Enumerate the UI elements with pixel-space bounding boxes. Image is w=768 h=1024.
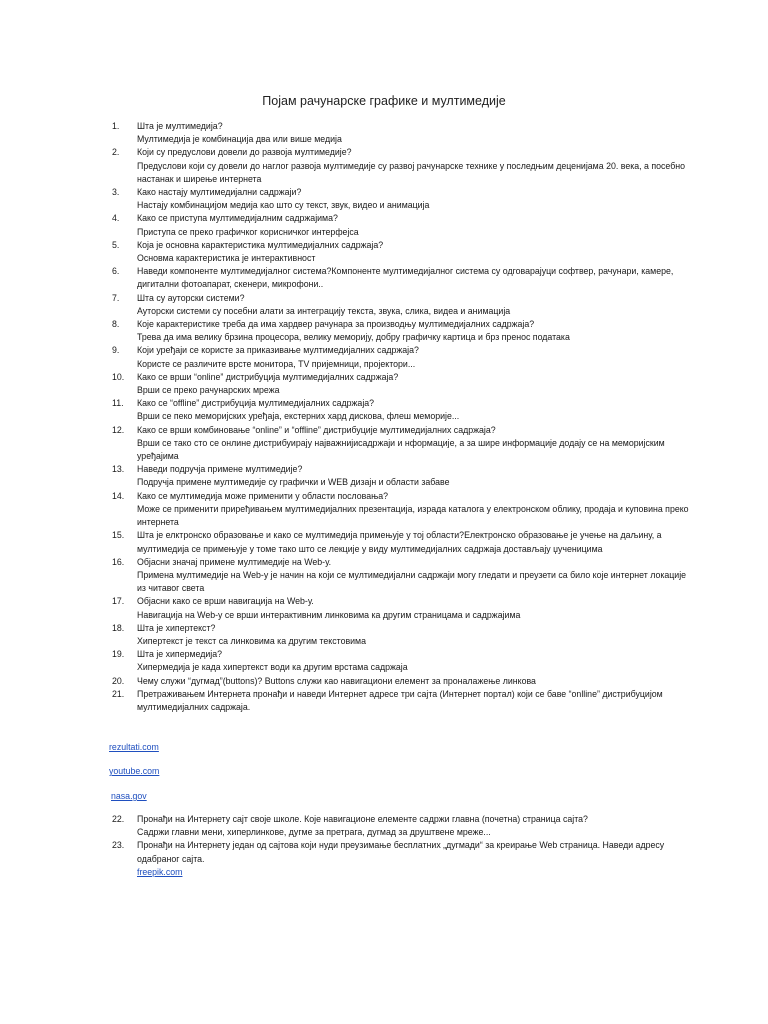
question-text: Наведи подручја примене мултимедије? (137, 464, 303, 475)
link-youtube[interactable]: youtube.com (109, 766, 160, 776)
question-number: 21. (112, 688, 125, 699)
question-text: Које карактеристике треба да има хардвер рачунара за производњу мултимедијалних садржаја? (137, 319, 535, 330)
question-text: Који уређаји се користе за приказивање мултимедијалних садржаја? (137, 345, 419, 356)
question-text: Шта је хипертекст? (137, 622, 216, 633)
question-list-2 (0, 813, 768, 879)
question-text: Чему служи “дугмад”(buttons)? Buttons служи као навигациони елемент за проналажење линкова (137, 675, 536, 686)
answer-text: Основма карактеристика је интерактивност (137, 253, 316, 264)
question-number: 18. (112, 622, 125, 633)
question-item (0, 397, 768, 423)
question-number: 1. (112, 121, 120, 131)
question-item (0, 186, 768, 212)
question-text: Шта је елктронско образовање и како се мултимедија примењује у тој области?Електронско образовање је учење на даљину, а мултимедија се примењује у томе тако што се лекције у виду мултимедијалних садржаја достављају џученицима (137, 530, 662, 554)
link-nasa[interactable]: nasa.gov (111, 791, 147, 801)
question-number: 17. (112, 596, 125, 607)
question-text: Наведи компоненте мултимедијалног система?Компоненте мултимедијалног система су одговарајуци софтвер, рачунари, камере, дигитални фотоапарат, скенери, микрофони.. (137, 266, 674, 290)
question-item (0, 424, 768, 464)
page-title: Појам рачунарске графике и мултимедије (262, 94, 506, 108)
answer-text: Мултимедија је комбинација два или више медија (137, 134, 342, 145)
question-item (0, 292, 768, 318)
question-number: 5. (112, 239, 120, 250)
question-text: Како настају мултимедијални садржаји? (137, 187, 302, 198)
question-text: Како се мултимедија може применити у области пословања? (137, 490, 389, 501)
question-number: 4. (112, 213, 120, 224)
answer-text: Хипертекст је текст са линковима ка другим текстовима (137, 635, 366, 646)
answer-text: Врши се тако сто се онлине дистрибуирају најважнијисадржаји и нформације, а за шире информације додају се на меморијским уређајима (137, 437, 665, 462)
question-number: 20. (112, 675, 125, 686)
answer-text: Ауторски системи су посебни алати за интеграцију текста, звука, слика, видеа и анимација (137, 305, 511, 316)
question-item (0, 371, 768, 397)
question-text: Како се врши комбиновање “online” и “offline” дистрибуције мултимедијалних садржаја? (137, 424, 496, 435)
answer-text: Трева да има велику брзина процесора, велику меморију, добру графичку картица и брз пренос података (137, 332, 570, 343)
question-text: Пронађи на Интернету сајт своје школе. Које навигационе елементе садржи главна (почетна) страница сајта? (137, 814, 588, 824)
answer-text: Садржи главни мени, хиперлинкове, дугме за претрага, дугмад за друштвене мреже... (137, 827, 491, 838)
question-item (0, 463, 768, 489)
question-text: Пронађи на Интернету један од сајтова који нуди преузимање бесплатних „дугмади“ за креирање Web страница. Наведи адресу одабраног сајта. (137, 840, 665, 864)
answer-text: Приступа се преко графичког корисничког интерфејса (137, 226, 359, 237)
question-item (0, 265, 768, 291)
question-text: Која је основна карактеристика мултимедијалних садржаја? (137, 239, 384, 250)
question-item (0, 344, 768, 370)
answer-text: Врши се пеко меморијских уређаја, екстерних хард дискова, флеш меморије... (137, 411, 460, 422)
question-item (0, 212, 768, 238)
question-item (0, 120, 768, 146)
question-item (0, 239, 768, 265)
answer-text: Подручја примене мултимедије су графички и WEB дизајн и области забаве (137, 477, 450, 488)
question-item (0, 622, 768, 648)
question-list (0, 120, 768, 714)
answer-text: Предуслови који су довели до наглог развоја мултимедије су развој рачунарске технике у последњим деценијама 20. века, а посебно настанак и ширење интернета (137, 160, 686, 184)
question-item (0, 490, 768, 530)
question-item (0, 688, 768, 714)
question-number: 14. (112, 490, 125, 501)
question-number: 12. (112, 424, 125, 435)
question-number: 19. (112, 649, 125, 660)
question-text: Шта је мултимедија? (137, 121, 223, 131)
question-item (0, 318, 768, 344)
question-number: 13. (112, 464, 125, 475)
question-text: Шта је хипермедија? (137, 649, 223, 660)
question-text: Како се врши “online” дистрибуција мултимедијалних садржаја? (137, 371, 399, 382)
question-text: Објасни значај примене мултимедије на Web-у. (137, 556, 332, 567)
question-text: Како се приступа мултимедијалним садржајима? (137, 213, 338, 224)
question-number: 22. (112, 814, 125, 824)
question-item (0, 529, 768, 555)
question-text: Како се “offline” дистрибуција мултимедијалних садржаја? (137, 398, 375, 409)
link-rezultati[interactable]: rezultati.com (109, 742, 159, 752)
question-number: 9. (112, 345, 120, 356)
link-freepik[interactable]: freepik.com (137, 866, 183, 877)
question-item (0, 556, 768, 596)
question-number: 2. (112, 147, 120, 158)
question-number: 6. (112, 266, 120, 277)
question-number: 7. (112, 292, 120, 303)
answer-text: Примена мултимедије на Web-у је начин на који се мултимедијални садржаји могу гледати и преузети са било које интернет локације из читавог света (137, 569, 687, 594)
answer-text: Хипермедија је када хипертекст води ка другим врстама садржаја (137, 662, 408, 673)
question-item (0, 813, 768, 839)
question-text: Претраживањем Интернета пронађи и наведи Интернет адресе три сајта (Интернет портал) који се баве “onlline” дистрибуцијом мултимедијалних садржаја. (137, 688, 663, 712)
question-number: 10. (112, 371, 125, 382)
question-item (0, 648, 768, 674)
question-number: 15. (112, 530, 125, 541)
question-number: 11. (112, 398, 124, 409)
question-item (0, 146, 768, 186)
question-number: 23. (112, 840, 125, 851)
answer-text: Може се применити приређивањем мултимедијалних презентација, израда каталога у електронском облику, продаја и куповина преко интернета (137, 503, 689, 528)
question-number: 3. (112, 187, 120, 198)
question-item (0, 839, 768, 879)
question-item (0, 675, 768, 688)
question-number: 16. (112, 556, 125, 567)
answer-text: Навигација на Web-у се врши интерактивним линковима ка другим страницама и садржајима (137, 609, 521, 620)
question-text: Који су предуслови довели до развоја мултимедије? (137, 147, 352, 158)
answer-text: Врши се преко рачунарских мрежа (137, 385, 280, 396)
question-item (0, 595, 768, 621)
question-text: Шта су ауторски системи? (137, 292, 245, 303)
answer-text: Користе се различите врсте монитора, TV пријемници, пројектори... (137, 358, 416, 369)
answer-text: Настају комбинацијом медија као што су текст, звук, видео и анимација (137, 200, 430, 211)
question-number: 8. (112, 319, 120, 330)
question-text: Објасни како се врши навигација на Web-у. (137, 596, 314, 607)
